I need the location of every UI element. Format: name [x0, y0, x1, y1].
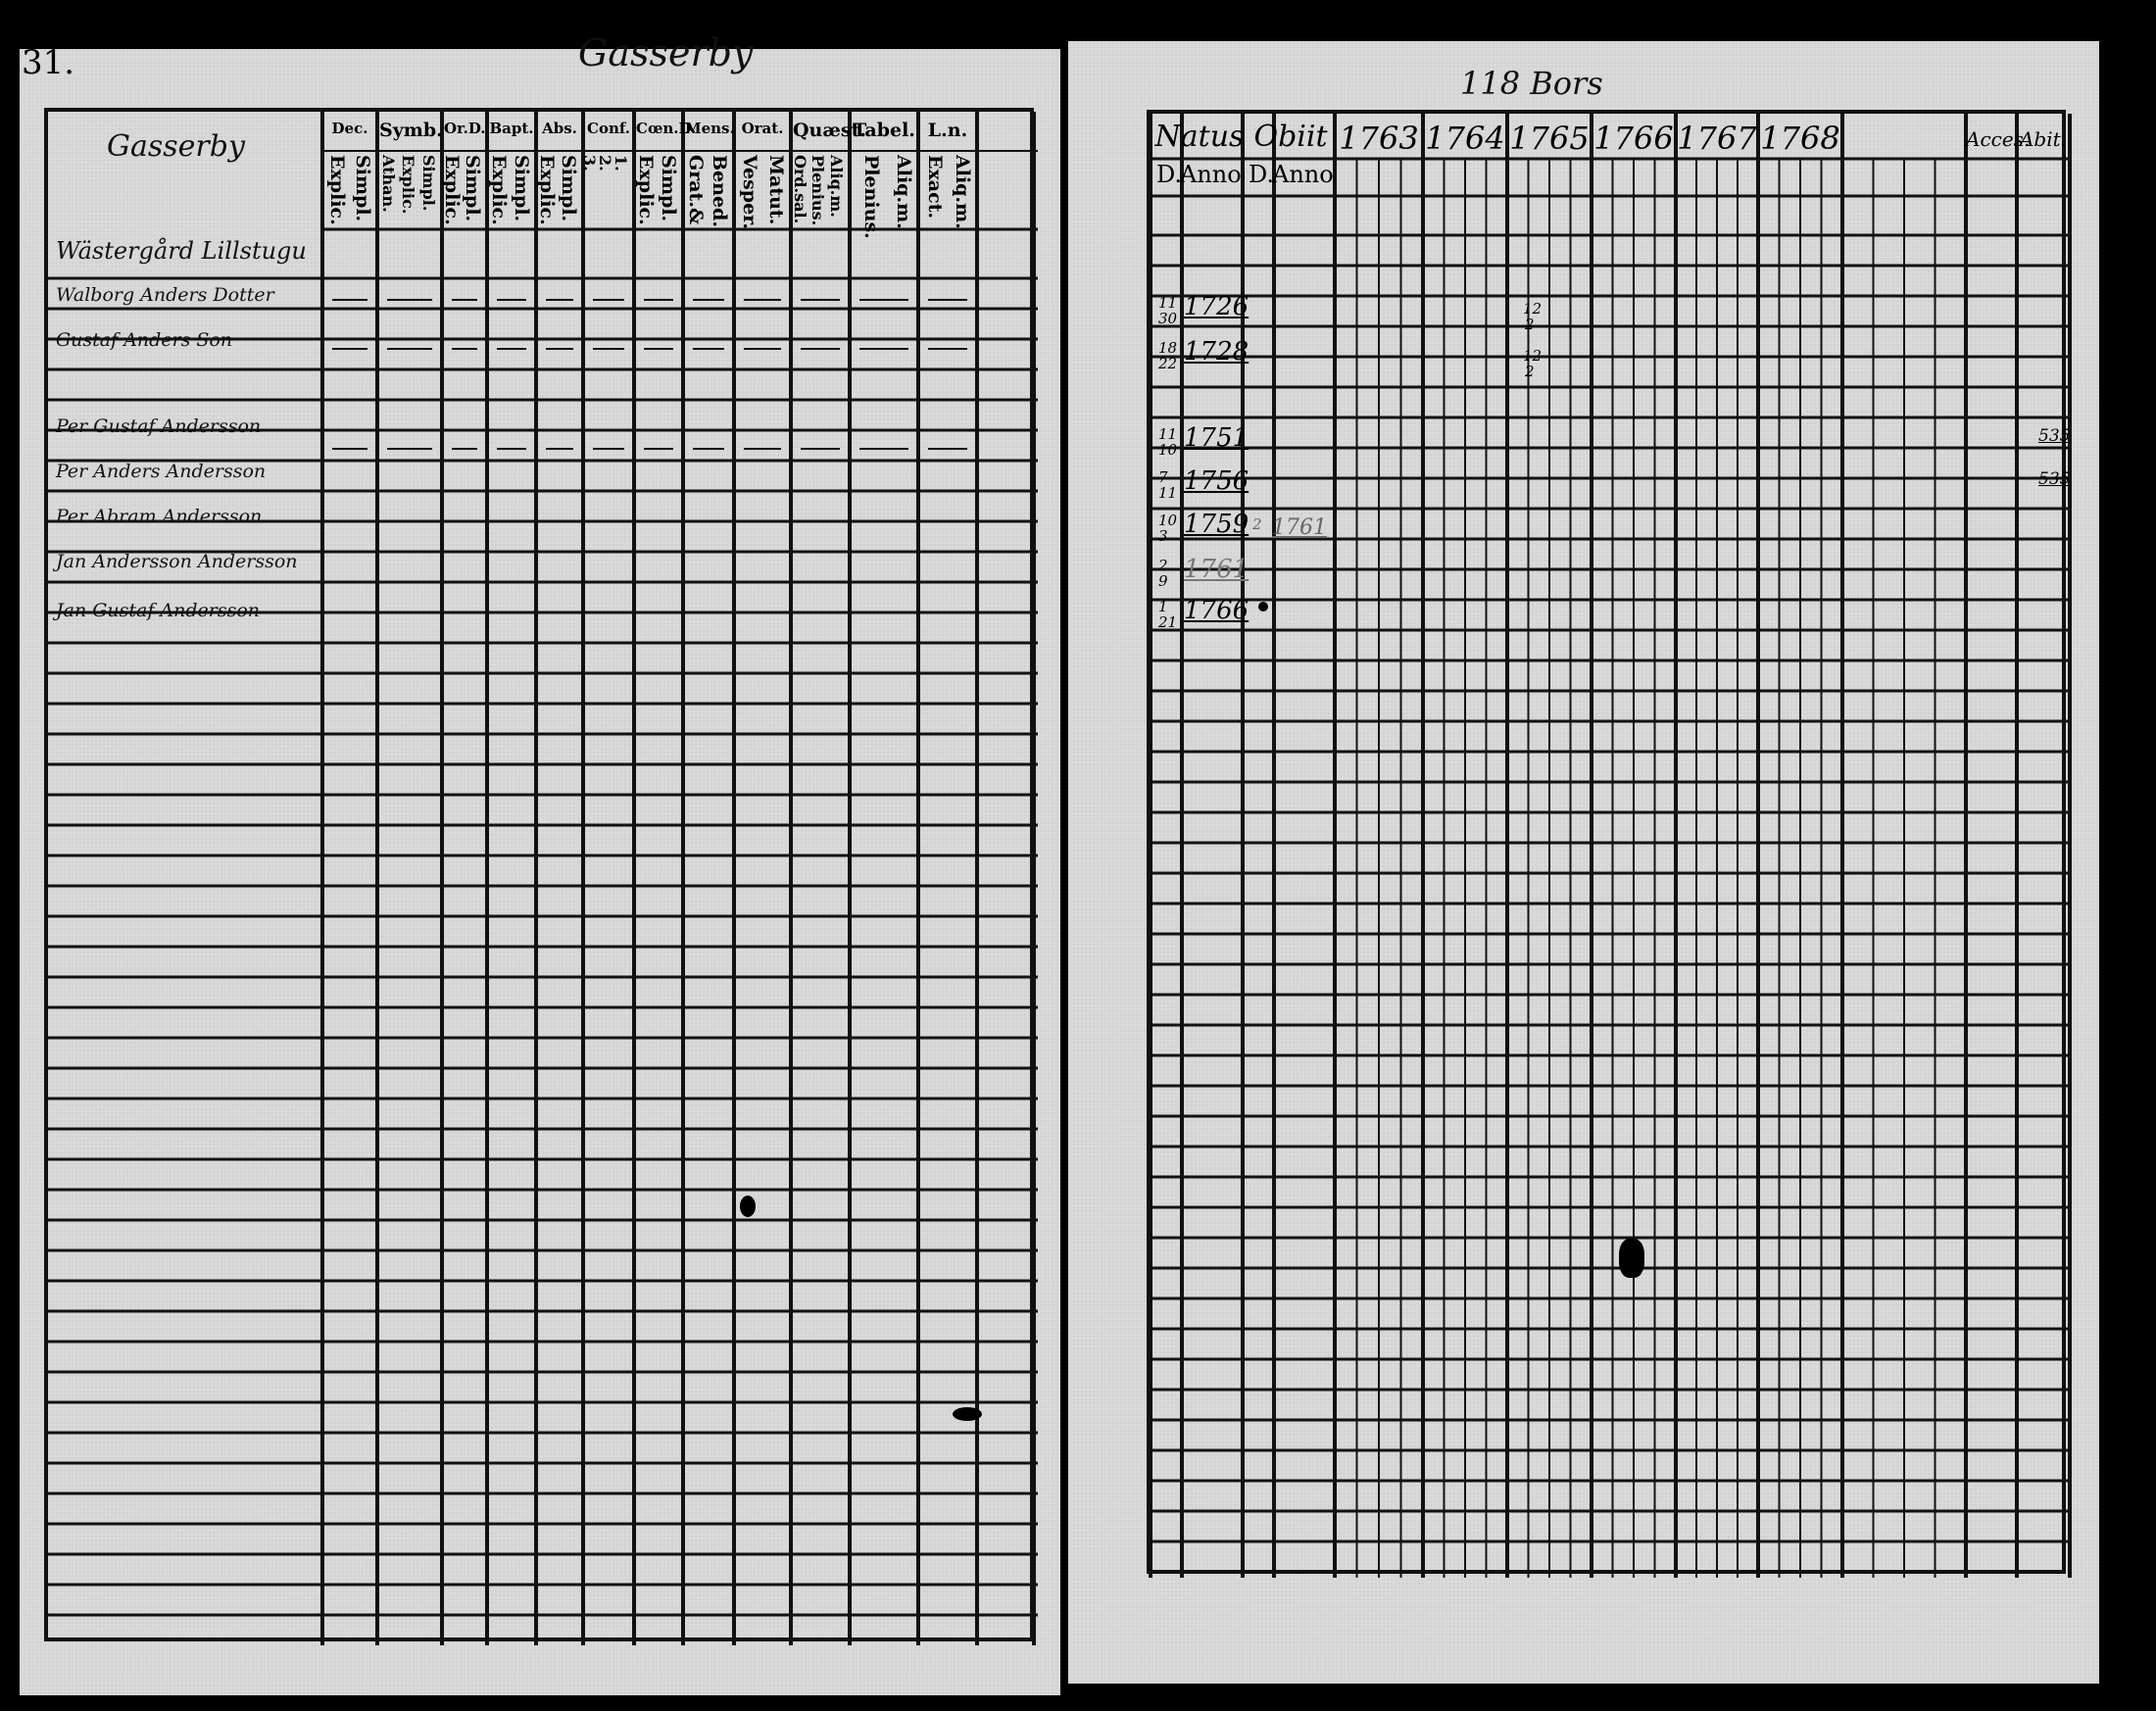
page-number: 31.	[22, 43, 75, 82]
accessit-header: Acces.	[1966, 127, 2031, 151]
column-header-10: Tabel.	[853, 120, 915, 141]
obiit-header: Obiit	[1253, 120, 1328, 154]
left-ledger-table	[44, 108, 1034, 1641]
column-subheader-4-1: Simpl.	[558, 155, 579, 222]
birth-day-entry: 1	[1158, 598, 1168, 615]
left-top-heading: Gasserby	[578, 31, 754, 74]
ink-blot	[953, 1407, 982, 1421]
column-subheader-1-0: Athan.	[378, 155, 398, 213]
birth-month-entry: 10	[1158, 441, 1178, 459]
abiit-mark: 535	[2038, 426, 2071, 446]
person-name: Per Abram Andersson	[56, 506, 263, 527]
person-name: Wästergård Lillstugu	[56, 237, 307, 265]
person-name: Jan Gustaf Andersson	[56, 600, 261, 621]
year-header-1765: 1765	[1509, 120, 1590, 157]
column-subheader-3-1: Simpl.	[511, 155, 532, 222]
column-subheader-10-0: Plenius.	[860, 155, 882, 239]
birth-month-entry: 22	[1158, 355, 1178, 372]
birth-month-entry: 21	[1158, 613, 1178, 631]
column-header-4: Abs.	[542, 120, 577, 137]
column-subheader-2-0: Explic.	[441, 155, 463, 225]
column-subheader-11-1: Aliq.m.	[952, 155, 973, 229]
person-name: Gustaf Anders Son	[56, 329, 233, 351]
year-header-1764: 1764	[1425, 120, 1505, 157]
natus-header: Natus	[1154, 120, 1245, 154]
right-ledger-page	[1068, 41, 2099, 1684]
column-subheader-9-1: Plenius.	[808, 155, 828, 226]
right-grid-lines	[1151, 114, 2070, 1578]
year-header-1768: 1768	[1760, 120, 1840, 157]
year-header-1767: 1767	[1677, 120, 1757, 157]
birth-year-entry: 1726	[1184, 292, 1250, 321]
birth-year-entry: 1728	[1184, 337, 1250, 367]
birth-day-entry: 10	[1158, 512, 1178, 529]
person-name: Jan Andersson Andersson	[56, 551, 298, 572]
column-subheader-1-2: Simpl.	[419, 155, 438, 212]
birth-year-entry: 1756	[1184, 466, 1250, 496]
column-subheader-4-0: Explic.	[536, 155, 558, 225]
birth-year-entry: 1761	[1184, 555, 1250, 584]
margin-mark: 2	[1525, 316, 1535, 333]
column-subheader-5-2: 1.	[612, 155, 630, 171]
obiit-day: 2	[1252, 515, 1262, 533]
column-header-3: Bapt.	[489, 120, 534, 137]
margin-mark: 2	[1525, 363, 1535, 380]
obiit-entry: 1761	[1272, 515, 1327, 540]
abiit-mark: 535	[2038, 469, 2071, 489]
left-ledger-page	[20, 31, 1060, 1695]
column-subheader-8-0: Vesper.	[739, 155, 760, 230]
birth-day-entry: 7	[1158, 468, 1168, 486]
column-subheader-6-0: Explic.	[635, 155, 657, 225]
column-subheader-0-1: Simpl.	[352, 155, 373, 222]
column-header-9: Quæst.	[793, 120, 866, 141]
birth-month-entry: 30	[1158, 310, 1178, 327]
column-header-1: Symb.	[379, 120, 443, 141]
birth-day-entry: 11	[1158, 294, 1178, 312]
abiit-header: Abit.	[2019, 127, 2068, 151]
birth-day-entry: 11	[1158, 425, 1178, 443]
column-subheader-0-0: Explic.	[326, 155, 348, 225]
birth-month-entry: 9	[1158, 572, 1168, 590]
ink-blot	[1619, 1239, 1644, 1278]
right-top-heading: 118 Bors	[1460, 65, 1603, 102]
birth-month-entry: 3	[1158, 527, 1168, 545]
natus-day-subheader: D.	[1156, 161, 1183, 188]
birth-year-entry: 1751	[1184, 423, 1250, 453]
margin-mark: 12	[1523, 347, 1543, 365]
birth-day-entry: 2	[1158, 557, 1168, 574]
column-header-6: Cœn.D.	[636, 120, 697, 137]
column-subheader-11-0: Exact.	[924, 155, 946, 220]
book-gutter	[1060, 0, 1068, 1711]
year-header-1763: 1763	[1339, 120, 1419, 157]
ledger-title: Gasserby	[107, 129, 245, 164]
column-header-8: Orat.	[741, 120, 784, 137]
column-header-7: Mens.	[685, 120, 735, 137]
margin-mark: 12	[1523, 300, 1543, 318]
right-ledger-table	[1147, 110, 2071, 1574]
birth-month-entry: 11	[1158, 484, 1178, 502]
person-name: Walborg Anders Dotter	[56, 284, 274, 306]
ink-blot	[1258, 602, 1268, 611]
column-subheader-2-1: Simpl.	[462, 155, 483, 222]
column-header-0: Dec.	[331, 120, 368, 137]
ink-blot	[740, 1196, 756, 1217]
column-subheader-3-0: Explic.	[488, 155, 510, 225]
column-subheader-5-1: 2.	[596, 155, 614, 171]
column-subheader-7-0: Grat.&	[685, 155, 707, 225]
person-name: Per Gustaf Andersson	[56, 416, 262, 437]
person-name: Per Anders Andersson	[56, 461, 267, 482]
birth-year-entry: 1759	[1184, 510, 1250, 539]
column-subheader-1-1: Explic.	[399, 155, 418, 215]
column-subheader-9-0: Ord.sal.	[790, 155, 809, 224]
birth-year-entry: 1766	[1184, 596, 1250, 625]
year-header-1766: 1766	[1593, 120, 1674, 157]
column-subheader-9-2: Aliq.m.	[827, 155, 846, 218]
birth-day-entry: 18	[1158, 339, 1178, 357]
natus-year-subheader: Anno	[1180, 161, 1242, 188]
obiit-year-subheader: Anno	[1272, 161, 1334, 188]
column-subheader-7-1: Bened.	[709, 155, 730, 227]
column-header-11: L.n.	[927, 120, 968, 141]
column-subheader-5-0: 3.	[580, 155, 599, 171]
column-header-2: Or.D.	[444, 120, 486, 137]
column-subheader-10-1: Aliq.m.	[893, 155, 914, 229]
column-header-5: Conf.	[587, 120, 630, 137]
column-subheader-6-1: Simpl.	[658, 155, 679, 222]
column-subheader-8-1: Matut.	[765, 155, 787, 225]
obiit-day-subheader: D.	[1249, 161, 1275, 188]
